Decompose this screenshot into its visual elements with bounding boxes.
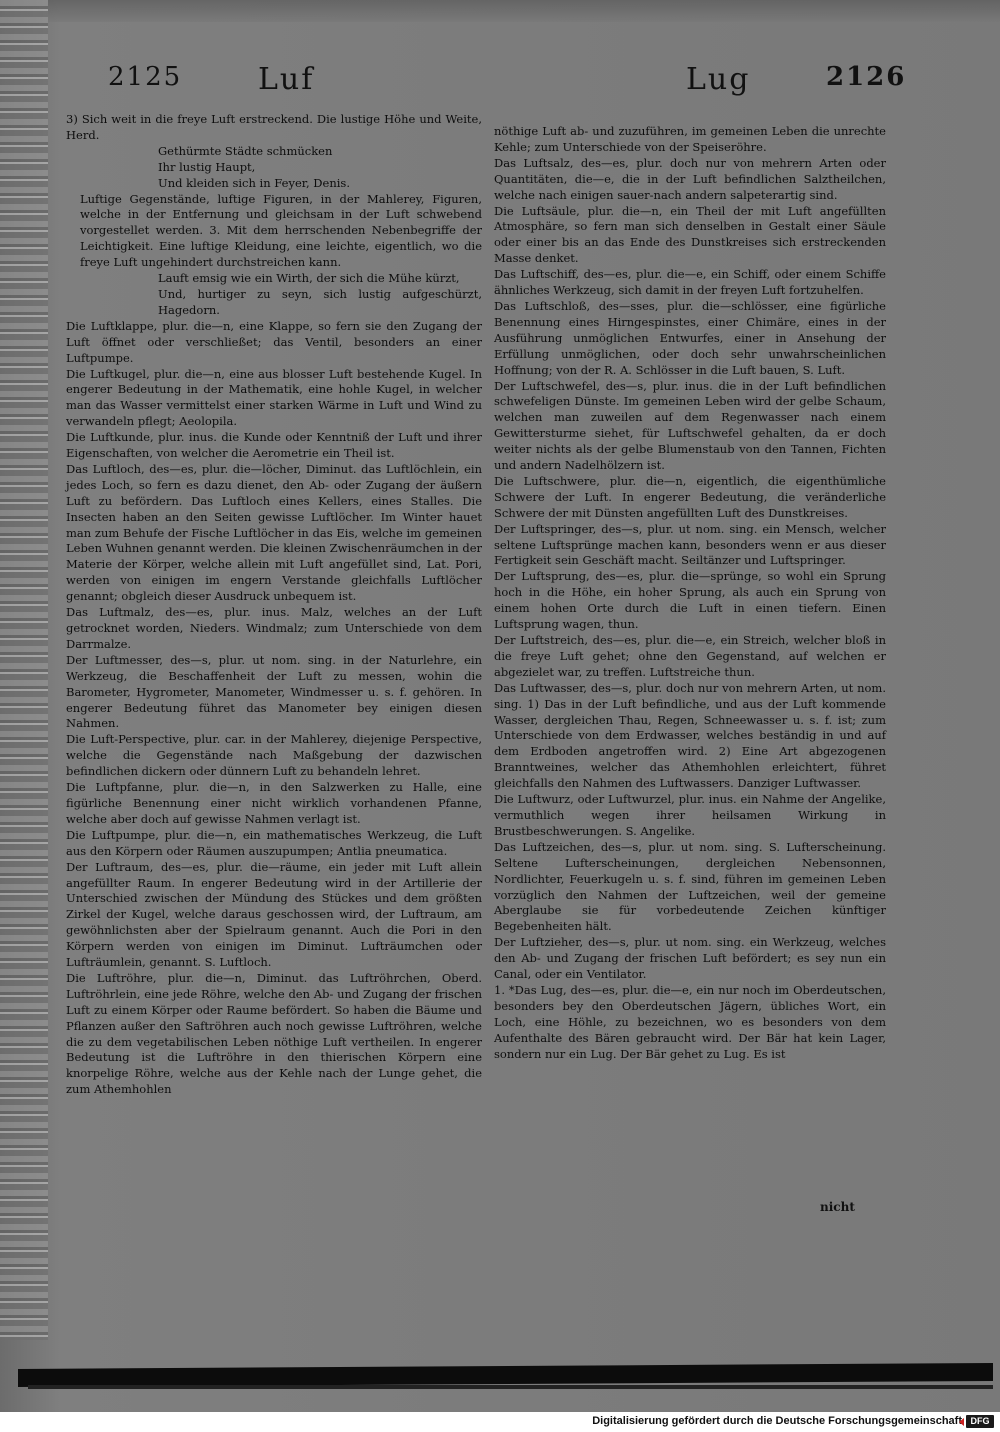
entry-text: 3) Sich weit in die freye Luft erstreckend. Die lustige Höhe und Weite, Herd. — [66, 112, 482, 142]
dictionary-entry: Der Luftspringer, des—s, plur. ut nom. sing. ein Mensch, welcher seltene Luftsprünge machen kann, besonders wenn er aus dieser Fertigkeit sein Geschäft macht. Seiltänzer und Luftspringer. — [494, 521, 886, 568]
dictionary-entry: Der Luftmesser, des—s, plur. ut nom. sing. in der Naturlehre, ein Werkzeug, die Beschaffenheit der Luft zu messen, wohin die Barometer, Hygrometer, Manometer, Windmesser u. s. f. gehören. In engerer Bedeutung führet das Manometer bey einigen diesen Nahmen. — [66, 652, 482, 731]
dictionary-entry: Die Luftpumpe, plur. die—n, ein mathematisches Werkzeug, die Luft aus den Körpern oder Räumen auszupumpen; Antlia pneumatica. — [66, 827, 482, 858]
entry-text: nöthige Luft ab- und zuzuführen, im gemeinen Leben die unrechte Kehle; zum Unterschiede von der Speiseröhre. — [494, 124, 886, 154]
dictionary-entry: Die Luft-Perspective, plur. car. in der Mahlerey, diejenige Perspective, welche die Gegenstände nach Maßgebung der dazwischen befindlichen dickern oder dünnern Luft zu behandeln lehret. — [66, 732, 482, 779]
dictionary-entry: Die Luftkunde, plur. inus. die Kunde oder Kenntniß der Luft und ihrer Eigenschaften, von welcher die Aerometrie ein Theil ist. — [66, 430, 482, 461]
verse-line: Lauft emsig wie ein Wirth, der sich die Mühe kürzt, — [158, 271, 460, 286]
left-column — [66, 112, 482, 1098]
dictionary-entry: Der Luftschwefel, des—s, plur. inus. die in der Luft befindlichen schwefeligen Dünste. Im gemeinen Leben wird der gelbe Schaum, welchen man zuweilen auf dem Regenwasser nach einem Gewittersturme siehet, für Luftschwefel gehalten, da er doch weiter nichts als der gelbe Blumenstaub von den Tannen, Fichten und andern Nadelhölzern ist. — [494, 378, 886, 473]
dictionary-entry: Die Luftklappe, plur. die—n, eine Klappe, so fern sie den Zugang der Luft öffnet oder verschließet; das Ventil, besonders an einer Luftpumpe. — [66, 318, 482, 365]
dictionary-entry: Die Luftschwere, plur. die—n, eigentlich, die eigenthümliche Schwere der Luft. In engerer Bedeutung, die veränderliche Schwere der mit Dünsten angefüllten Luft des Dunstkreises. — [494, 473, 886, 520]
dictionary-entry: Das Luftsalz, des—es, plur. doch nur von mehrern Arten oder Quantitäten, die—e, die in der Luft befindlichen Salztheilchen, welche nach einigen sauer-nach andern salpeterartig sind. — [494, 155, 886, 202]
dictionary-entry: Die Luftpfanne, plur. die—n, in den Salzwerken zu Halle, eine figürliche Benennung einer nicht wirklich vorhandenen Pfanne, welche aber doch auf gewisse Nahmen verlagt ist. — [66, 780, 482, 826]
running-head-left: Luf — [258, 62, 315, 97]
dictionary-entry: Die Luftkugel, plur. die—n, eine aus blosser Luft bestehende Kugel. In engerer Bedeutung in der Mathematik, eine hohle Kugel, in welcher man das Wasser vermittelst einer starken Wärme in Luft und Wind zu verwandeln pflegt; Aeolopila. — [66, 366, 482, 429]
funding-credit: Digitalisierung gefördert durch die Deutsche Forschungsgemeinschaft — [592, 1415, 962, 1427]
dictionary-entry: Das Luftschloß, des—sses, plur. die—schlösser, eine figürliche Benennung eines Hirngespinstes, einer Chimäre, eines in der Ausführung unmöglichen Entwurfes, einer in Ansehung der Erfüllung unmöglichen, oder doch sehr unwahrscheinlichen Hoffnung; von der R. A. Schlösser in die Luft bauen, S. Luft. — [494, 298, 886, 377]
verse-line: Gethürmte Städte schmücken — [158, 143, 333, 158]
dictionary-entry: Der Luftzieher, des—s, plur. ut nom. sing. ein Werkzeug, welches den Ab- und Zugang der frischen Luft befördert; es sey nun ein Canal, oder ein Ventilator. — [494, 935, 886, 982]
scan-bottom-edge-shadow — [28, 1385, 993, 1389]
dictionary-entry: Das Luftmalz, des—es, plur. inus. Malz, welches an der Luft getrocknet worden, Nieders. Windmalz; zum Unterschiede von dem Darrmalze. — [66, 605, 482, 651]
running-head-right: Lug — [686, 62, 751, 97]
dictionary-entry: Das Luftzeichen, des—s, plur. ut nom. sing. S. Lufterscheinung. Seltene Lufterscheinungen, dergleichen Nebensonnen, Nordlichter, Feuerkugeln u. s. f. sind, führen im gemeinen Leben vorzüglich den Nahmen der Luftzeichen, weil der gemeine Aberglaube sie für vorbedeutende Zeichen künftiger Begebenheiten hält. — [494, 839, 886, 934]
dictionary-entry: Die Luftröhre, plur. die—n, Diminut. das Luftröhrchen, Oberd. Luftröhrlein, eine jede Röhre, welche den Ab- und Zugang der frischen Luft zu einem Körper oder Raume befördert. So haben die Bäume und Pflanzen außer den Saftröhren auch noch gewisse Luftröhren, welche die zu dem vegetabilischen Leben nöthige Luft vertheilen. In engerer Bedeutung ist die Luftröhre in den thierischen Körpern eine knorpelige Röhre, welche aus der Kehle nach der Lunge gehet, die zum Athemhohlen — [66, 970, 482, 1097]
entry-text: Luftige Gegenstände, luftige Figuren, in der Mahlerey, Figuren, welche in der Entfernung und gleichsam in der Luft schwebend vorgestellet werden. 3. Mit dem herrschenden Nebenbegriffe der Leichtigkeit. Eine luftige Kleidung, eine leichte, eigentlich, wo die freye Luft ungehindert durchstreichen kann. — [80, 191, 482, 270]
footer-bar — [0, 1412, 1000, 1432]
dictionary-entry: Der Luftstreich, des—es, plur. die—e, ein Streich, welcher bloß in die freye Luft gehet; ohne den Gegenstand, auf welchen er abgezielet war, zu treffen. Luftstreiche thun. — [494, 633, 886, 679]
page-edge-left — [0, 0, 48, 1340]
verse-line: Ihr lustig Haupt, — [158, 159, 256, 174]
dictionary-entry: Die Luftsäule, plur. die—n, ein Theil der mit Luft angefüllten Atmosphäre, so fern man sich denselben in Gestalt einer Säule oder einer bis an das Ende des Dunstkreises sich erstreckenden Masse denket. — [494, 203, 886, 266]
dictionary-entry: Das Luftwasser, des—s, plur. doch nur von mehrern Arten, ut nom. sing. 1) Das in der Luft befindliche, und aus der Luft kommende Wasser, dergleichen Thau, Regen, Schneewasser u. s. f. ist; zum Unterschiede von dem Erdwasser, welches beständig in und auf dem Erdboden angetroffen wird. 2) Eine Art abgezogenen Branntweines, welcher das Athemhohlen erleichtert, führet gleichfalls den Nahmen des Luftwassers. Danziger Luftwasser. — [494, 680, 886, 791]
dictionary-entry: Der Luftsprung, des—es, plur. die—sprünge, so wohl ein Sprung hoch in die Höhe, ein hoher Sprung, als auch ein Sprung von einem hohen Orte durch die Luft in einen tiefern. Einen Luftsprung wagen, thun. — [494, 569, 886, 632]
dictionary-entry: Der Luftraum, des—es, plur. die—räume, ein jeder mit Luft allein angefüllter Raum. In engerer Bedeutung wird in der Artillerie der Unterschied zwischen der Mündung des Stückes und dem größten Zirkel der Kugel, welche daraus geschossen wird, der Luftraum, am gewöhnlichsten aber der Spielraum genannt. Auch die Pori in den Körpern werden von einigen im Diminut. Lufträumchen oder Lufträumlein, genannt. S. Luftloch. — [66, 859, 482, 970]
dictionary-entry: Das Luftschiff, des—es, plur. die—e, ein Schiff, oder einem Schiffe ähnliches Werkzeug, sich damit in der freyen Luft fortzuhelfen. — [494, 267, 886, 298]
page-number-right: 2126 — [826, 62, 907, 92]
dfg-logo[interactable]: DFG — [966, 1415, 994, 1428]
dictionary-entry: 1. *Das Lug, des—es, plur. die—e, ein nur noch im Oberdeutschen, besonders bey den Oberdeutschen Jägern, übliches Wort, ein Loch, eine Höhle, zu bezeichnen, wo es besonders von dem Aufenthalte des Bären gebraucht wird. Der Bär hat kein Lager, sondern nur ein Lug. Der Bär gehet zu Lug. Es ist — [494, 982, 886, 1061]
verse-line: Und kleiden sich in Feyer, Denis. — [158, 175, 350, 190]
verse-line: Und, hurtiger zu seyn, sich lustig aufgeschürzt, Hagedorn. — [158, 286, 482, 317]
scan-bottom-edge — [18, 1363, 993, 1387]
catchword: nicht — [820, 1200, 855, 1214]
right-column — [494, 124, 886, 1062]
dictionary-entry: Die Luftwurz, oder Luftwurzel, plur. inus. ein Nahme der Angelike, vermuthlich wegen ihrer heilsamen Wirkung in Brustbeschwerungen. S. Angelike. — [494, 792, 886, 838]
page-edge-top — [48, 0, 1000, 22]
dictionary-entry: Das Luftloch, des—es, plur. die—löcher, Diminut. das Luftlöchlein, ein jedes Loch, so fern es dazu dienet, den Ab- oder Zugang der äußern Luft zu befördern. Das Luftloch eines Kellers, eines Stalles. Die Insecten haben an den Seiten gewisse Luftlöcher. Im Winter hauet man zum Behufe der Fische Luftlöcher in das Eis, welche im gemeinen Leben Wuhnen genannt werden. Die kleinen Zwischenräumchen in der Materie der Körper, welche allein mit Luft angefüllet sind, Lat. Pori, werden von einigen im engern Verstande gleichfalls Luftlöcher genannt; obgleich dieser Ausdruck unbequem ist. — [66, 461, 482, 604]
page-number-left: 2125 — [108, 62, 183, 92]
